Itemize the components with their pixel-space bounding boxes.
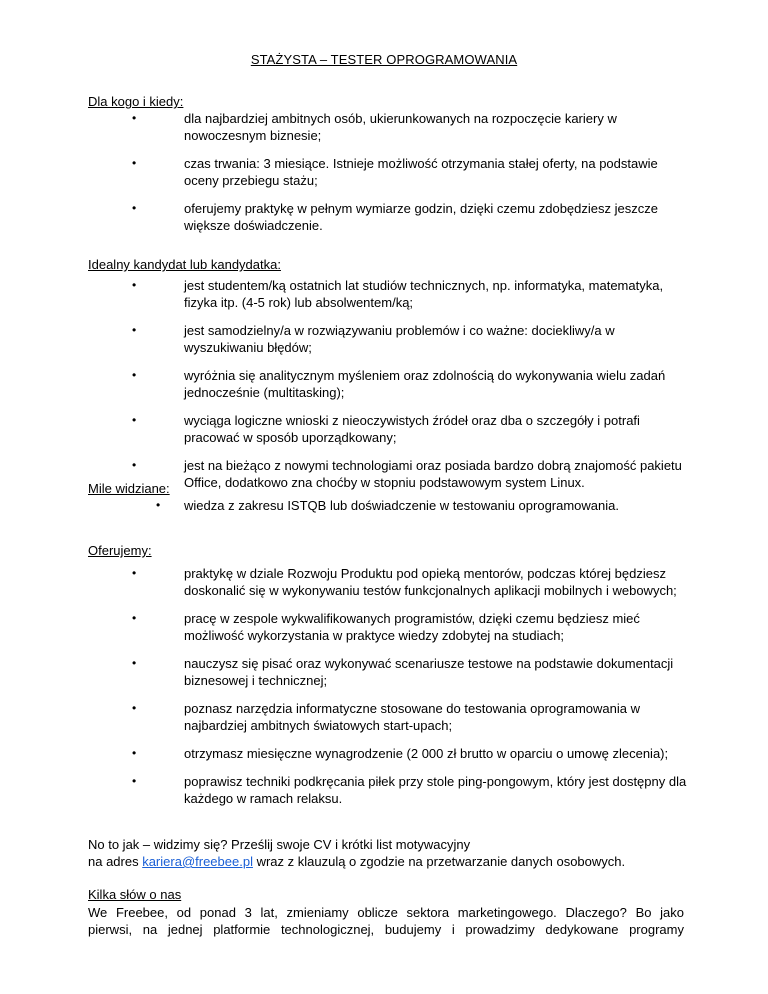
list-item: • oferujemy praktykę w pełnym wymiarze godzin, dzięki czemu zdobędziesz jeszcze większe doświadczenie.: [132, 201, 658, 233]
list-item: • otrzymasz miesięczne wynagrodzenie (2 000 zł brutto w oparciu o umowę zlecenia);: [132, 746, 669, 761]
heading-about: Kilka słów o nas: [88, 887, 182, 902]
heading-ideal-candidate: Idealny kandydat lub kandydatka:: [88, 257, 281, 272]
bullet-icon: •: [132, 611, 137, 625]
list-ideal-candidate: [132, 277, 694, 491]
bullet-icon: •: [132, 458, 137, 472]
list-nice-to-have: [156, 497, 704, 514]
list-who-when: [132, 110, 684, 234]
bullet-icon: •: [132, 774, 137, 788]
bullet-icon: •: [132, 323, 137, 337]
list-item: • pracę w zespole wykwalifikowanych programistów, dzięki czemu będziesz mieć możliwość wykorzystania w praktyce wiedzy zdobytej na studiach;: [132, 611, 640, 643]
heading-who-when: Dla kogo i kiedy:: [88, 94, 184, 109]
bullet-icon: •: [132, 278, 137, 292]
list-item: • czas trwania: 3 miesiące. Istnieje możliwość otrzymania stałej oferty, na podstawie oceny przebiegu stażu;: [132, 156, 658, 188]
list-item: • jest samodzielny/a w rozwiązywaniu problemów i co ważne: dociekliwy/a w wyszukiwaniu błędów;: [132, 323, 615, 355]
bullet-icon: •: [132, 156, 137, 170]
bullet-icon: •: [132, 566, 137, 580]
about-line-1: We Freebee, od ponad 3 lat, zmieniamy oblicze sektora marketingowego. Dlaczego? Bo jako: [88, 905, 684, 920]
list-item: • wyciąga logiczne wnioski z nieoczywistych źródeł oraz dba o szczegóły i potrafi pracować w sposób uporządkowany;: [132, 413, 640, 445]
about-line-2: pierwsi, na jednej platformie technologicznej, budujemy i prowadzimy dedykowane programy: [88, 922, 684, 937]
bullet-icon: •: [132, 201, 137, 215]
list-item: • wiedza z zakresu ISTQB lub doświadczenie w testowaniu oprogramowania.: [156, 498, 619, 513]
list-item: • poznasz narzędzia informatyczne stosowane do testowania oprogramowania w najbardziej ambitnych światowych start-upach;: [132, 701, 640, 733]
bullet-icon: •: [132, 656, 137, 670]
bullet-icon: •: [156, 498, 161, 512]
email-link[interactable]: kariera@freebee.pl: [142, 854, 253, 869]
bullet-icon: •: [132, 111, 137, 125]
about-paragraph: [88, 904, 684, 938]
list-item: • wyróżnia się analitycznym myśleniem oraz zdolnością do wykonywania wielu zadań jednocześnie (multitasking);: [132, 368, 666, 400]
heading-we-offer: Oferujemy:: [88, 543, 152, 558]
page-title: STAŻYSTA – TESTER OPROGRAMOWANIA: [250, 52, 518, 67]
bullet-icon: •: [132, 413, 137, 427]
bullet-icon: •: [132, 701, 137, 715]
list-item: • praktykę w dziale Rozwoju Produktu pod opieką mentorów, podczas której będziesz doskonalić się w wykonywaniu testów funkcjonalnych aplikacji mobilnych i webowych;: [132, 566, 677, 598]
closing-line-2: na adres kariera@freebee.pl wraz z klauzulą o zgodzie na przetwarzanie danych osobowych.: [88, 854, 626, 869]
list-item: • poprawisz techniki podkręcania piłek przy stole ping-pongowym, który jest dostępny dla każdego w ramach relaksu.: [132, 774, 687, 806]
bullet-icon: •: [132, 368, 137, 382]
list-we-offer: [132, 565, 694, 807]
closing-paragraph: [88, 836, 718, 870]
list-item: • jest na bieżąco z nowymi technologiami oraz posiada bardzo dobrą znajomość pakietu Office, dodatkowo zna choćby w stopniu podstawowym system Linux.: [132, 458, 682, 490]
closing-line-1: No to jak – widzimy się? Prześlij swoje CV i krótki list motywacyjny: [88, 837, 471, 852]
list-item: • jest studentem/ką ostatnich lat studiów technicznych, np. informatyka, matematyka, fizyka itp. (4-5 rok) lub absolwentem/ką;: [132, 278, 664, 310]
list-item: • dla najbardziej ambitnych osób, ukierunkowanych na rozpoczęcie kariery w nowoczesnym biznesie;: [132, 111, 617, 143]
list-item: • nauczysz się pisać oraz wykonywać scenariusze testowe na podstawie dokumentacji biznesowej i technicznej;: [132, 656, 674, 688]
bullet-icon: •: [132, 746, 137, 760]
heading-nice-to-have: Mile widziane:: [88, 481, 170, 496]
